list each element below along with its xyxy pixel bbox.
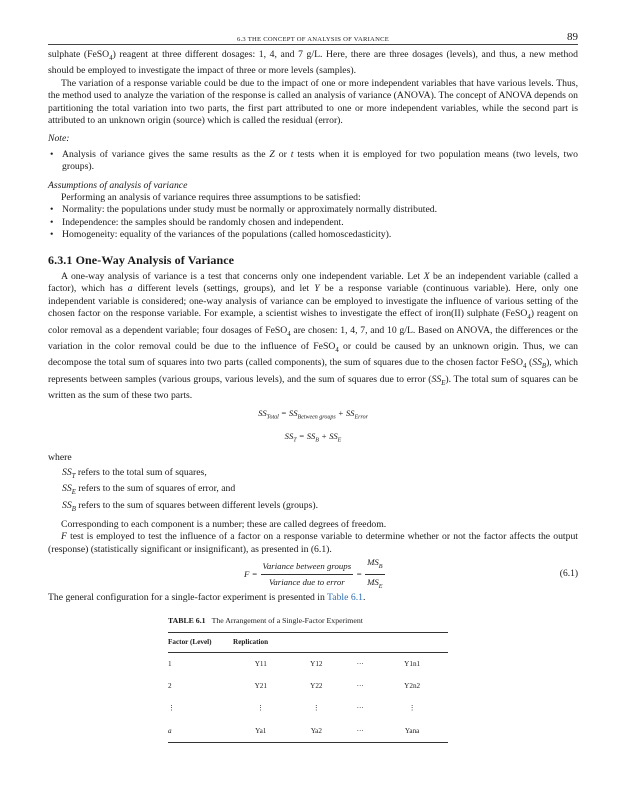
table-row xyxy=(168,720,448,743)
note-label: Note: xyxy=(48,133,70,145)
cell: ··· xyxy=(356,659,364,668)
cell: Y21 xyxy=(254,681,267,690)
assumption-independence: • Independence: the samples should be randomly chosen and independent. xyxy=(62,217,578,229)
definitions xyxy=(62,467,578,516)
page-number: 89 xyxy=(567,31,578,43)
page xyxy=(48,30,578,743)
cell: Ya2 xyxy=(289,720,345,743)
equation-6-1 xyxy=(48,556,578,590)
f-ratio: F = $\frac{\text{Variance between groups}}{\text{Variance due to error}}$ = $\frac{MS_B}{MS_E}$ xyxy=(244,560,388,588)
f-test-paragraph: F test is employed to test the influence of a factor on a response variable to determine whether or not the factor affects the output (response) (statistically significant or insignificant), as presented in (6.1). xyxy=(48,531,578,555)
intro-paragraph-2: The variation of a response variable could be due to the impact of one or more independent variables that have various levels. Thus, the method used to analyze the variation of the response is called an analysis of variance (ANOVA). The concept of ANOVA depends on partitioning the total variation into two parts, the first part attributed to one or more independent variables, while the second part is attributed to an unknown origin (source) which is called the residual (error). xyxy=(48,77,578,126)
where-label: where xyxy=(48,451,72,463)
table-caption: TABLE 6.1 The Arrangement of a Single-Factor Experiment xyxy=(168,615,363,625)
experiment-table xyxy=(168,632,448,743)
cell: Y11 xyxy=(254,659,267,668)
closing-paragraph: The general configuration for a single-factor experiment is presented in Table 6.1. xyxy=(48,592,366,604)
assumption-homogeneity: • Homogeneity: equality of the variances of the populations (called homoscedasticity). xyxy=(62,229,578,241)
def-ss-total: $SS_T$ refers to the total sum of squares, xyxy=(62,467,207,480)
cell-level: 2 xyxy=(168,681,172,690)
table-header-row xyxy=(168,633,448,652)
equation-number: (6.1) xyxy=(559,569,578,580)
cell: Ya1 xyxy=(233,720,289,743)
section-title: 6.3.1 One-Way Analysis of Variance xyxy=(48,252,235,267)
cell-level: 1 xyxy=(168,659,172,668)
cell: ··· xyxy=(356,681,364,690)
running-header xyxy=(48,30,578,45)
table-row xyxy=(168,675,448,697)
cell: Y2n2 xyxy=(404,681,421,690)
cell: ··· xyxy=(344,720,376,743)
equation-short-form: $SS_T = SS_B + SS_E$ xyxy=(284,430,342,444)
def-ss-error: $SS_E$ refers to the sum of squares of error, and xyxy=(62,483,236,497)
table-row xyxy=(168,697,448,719)
table-row xyxy=(168,652,448,675)
cell-level: ⋮ xyxy=(168,704,176,713)
def-ss-between: $SS_B$ refers to the sum of squares between different levels (groups). xyxy=(62,499,319,513)
header-replication: Replication xyxy=(233,633,448,652)
table-6-1 xyxy=(168,615,478,743)
note-list xyxy=(48,149,578,174)
cell: ··· xyxy=(356,704,364,713)
section-paragraph: A one-way analysis of variance is a test that concerns only one independent variable. Let X be an independent variable (called a factor), which has a different levels (settings, groups), and let Y be a response variable (continuous variable). Here, only one independent variable is considered; one-way analysis of variance can be employed to investigate the influence of various setting of the chosen factor on the response variable. For example, a scientist wishes to investigate the effect of iron(II) sulphate (FeSO$_4$) reagent on color removal as a dependent variable; four dosages of FeSO$_4$ are chosen: 1, 4, 7, and 10 g/L. Based on ANOVA, the differences or the variation in the color removal could be due to the influence of FeSO$_4$ or could be caused by an unknown origin. Thus, we can decompose the total sum of squares into two parts (called components), the sum of squares due to the chosen factor FeSO$_4$ $(SS_B)$, which represents between samples (various groups, various levels), and the sum of squares due to error $(SS_E)$. The total sum of squares can be written as the sum of these two parts. xyxy=(48,271,578,401)
running-title: 6.3 THE CONCEPT OF ANALYSIS OF VARIANCE xyxy=(236,36,390,43)
intro-paragraph-1: sulphate (FeSO$_4$) reagent at three different dosages: 1, 4, and 7 g/L. Here, there are three dosages (levels), and thus, a new method should be employed to investigate the impact of three or more levels (samples). xyxy=(48,49,578,77)
fraction-ms: $\frac{MS_B}{MS_E}$ xyxy=(367,556,383,590)
degrees-freedom-paragraph: Corresponding to each component is a number; these are called degrees of freedom. xyxy=(61,519,387,531)
assumptions-list xyxy=(48,204,578,241)
assumptions-heading: Assumptions of analysis of variance xyxy=(48,179,188,191)
cell: ⋮ xyxy=(257,704,265,713)
assumption-normality: • Normality: the populations under study must be normally or approximately normally distributed. xyxy=(62,204,578,216)
cell: ⋮ xyxy=(312,704,320,713)
fraction-words: $\frac{\text{Variance between groups}}{\text{Variance due to error}}$ xyxy=(262,561,352,587)
cell-level: a xyxy=(168,720,233,743)
cell: Y22 xyxy=(310,681,323,690)
cell: Y12 xyxy=(310,659,323,668)
table-reference-link[interactable]: Table 6.1 xyxy=(327,592,363,604)
cell: Y1n1 xyxy=(404,659,421,668)
equation-total-sum: $SS_{Total} = SS_{Between groups} + SS_{Error}$ xyxy=(258,408,368,422)
header-factor: Factor (Level) xyxy=(168,633,233,652)
note-item: • Analysis of variance gives the same results as the Z or t tests when it is employed for two population means (two levels, two groups). xyxy=(62,149,578,174)
cell: ⋮ xyxy=(408,704,416,713)
cell: Yana xyxy=(376,720,448,743)
assumptions-intro: Performing an analysis of variance requires three assumptions to be satisfied: xyxy=(61,192,361,203)
